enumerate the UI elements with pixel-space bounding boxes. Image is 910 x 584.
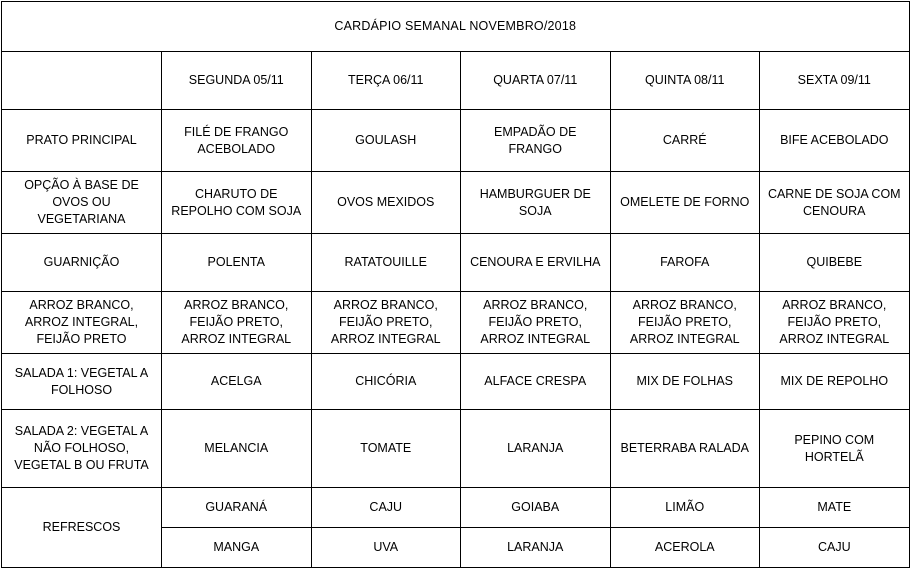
cell-refresco1-wednesday: GOIABA — [461, 488, 611, 528]
cell-refresco1-thursday: LIMÃO — [610, 488, 760, 528]
cell-opcao-wednesday: HAMBURGUER DE SOJA — [461, 172, 611, 234]
row-label-salada-2: SALADA 2: VEGETAL A NÃO FOLHOSO, VEGETAL B OU FRUTA — [2, 410, 162, 488]
cell-guarnicao-monday: POLENTA — [162, 234, 312, 292]
table-row — [2, 292, 910, 354]
cell-prato-monday: FILÉ DE FRANGO ACEBOLADO — [162, 110, 312, 172]
cell-refresco2-wednesday: LARANJA — [461, 528, 611, 568]
cell-opcao-monday: CHARUTO DE REPOLHO COM SOJA — [162, 172, 312, 234]
row-label-refrescos: REFRESCOS — [2, 488, 162, 568]
cell-guarnicao-thursday: FAROFA — [610, 234, 760, 292]
cell-salada2-monday: MELANCIA — [162, 410, 312, 488]
cell-salada1-monday: ACELGA — [162, 354, 312, 410]
cell-salada2-tuesday: TOMATE — [311, 410, 461, 488]
weekly-menu-table — [1, 1, 910, 568]
menu-page — [0, 1, 910, 584]
cell-arroz-wednesday: ARROZ BRANCO, FEIJÃO PRETO, ARROZ INTEGRAL — [461, 292, 611, 354]
cell-guarnicao-tuesday: RATATOUILLE — [311, 234, 461, 292]
day-header-wednesday: QUARTA 07/11 — [461, 52, 611, 110]
day-header-thursday: QUINTA 08/11 — [610, 52, 760, 110]
cell-refresco2-monday: MANGA — [162, 528, 312, 568]
cell-arroz-monday: ARROZ BRANCO, FEIJÃO PRETO, ARROZ INTEGRAL — [162, 292, 312, 354]
cell-salada2-friday: PEPINO COM HORTELÃ — [760, 410, 910, 488]
corner-cell — [2, 52, 162, 110]
cell-salada1-tuesday: CHICÓRIA — [311, 354, 461, 410]
day-header-tuesday: TERÇA 06/11 — [311, 52, 461, 110]
table-row — [2, 410, 910, 488]
cell-salada2-wednesday: LARANJA — [461, 410, 611, 488]
cell-refresco1-friday: MATE — [760, 488, 910, 528]
cell-opcao-tuesday: OVOS MEXIDOS — [311, 172, 461, 234]
day-header-friday: SEXTA 09/11 — [760, 52, 910, 110]
day-header-monday: SEGUNDA 05/11 — [162, 52, 312, 110]
table-row — [2, 354, 910, 410]
table-row — [2, 488, 910, 528]
cell-refresco1-tuesday: CAJU — [311, 488, 461, 528]
cell-guarnicao-friday: QUIBEBE — [760, 234, 910, 292]
cell-arroz-friday: ARROZ BRANCO, FEIJÃO PRETO, ARROZ INTEGRAL — [760, 292, 910, 354]
cell-prato-thursday: CARRÉ — [610, 110, 760, 172]
cell-prato-friday: BIFE ACEBOLADO — [760, 110, 910, 172]
cell-salada2-thursday: BETERRABA RALADA — [610, 410, 760, 488]
cell-opcao-friday: CARNE DE SOJA COM CENOURA — [760, 172, 910, 234]
row-label-arroz-feijao: ARROZ BRANCO, ARROZ INTEGRAL, FEIJÃO PRETO — [2, 292, 162, 354]
table-title-row — [2, 2, 910, 52]
table-row — [2, 234, 910, 292]
cell-arroz-thursday: ARROZ BRANCO, FEIJÃO PRETO, ARROZ INTEGRAL — [610, 292, 760, 354]
cell-prato-wednesday: EMPADÃO DE FRANGO — [461, 110, 611, 172]
table-row — [2, 172, 910, 234]
cell-salada1-friday: MIX DE REPOLHO — [760, 354, 910, 410]
cell-salada1-wednesday: ALFACE CRESPA — [461, 354, 611, 410]
cell-arroz-tuesday: ARROZ BRANCO, FEIJÃO PRETO, ARROZ INTEGRAL — [311, 292, 461, 354]
page-title: CARDÁPIO SEMANAL NOVEMBRO/2018 — [2, 2, 910, 52]
cell-opcao-thursday: OMELETE DE FORNO — [610, 172, 760, 234]
cell-refresco1-monday: GUARANÁ — [162, 488, 312, 528]
row-label-prato-principal: PRATO PRINCIPAL — [2, 110, 162, 172]
cell-prato-tuesday: GOULASH — [311, 110, 461, 172]
row-label-salada-1: SALADA 1: VEGETAL A FOLHOSO — [2, 354, 162, 410]
cell-refresco2-friday: CAJU — [760, 528, 910, 568]
cell-refresco2-thursday: ACEROLA — [610, 528, 760, 568]
cell-guarnicao-wednesday: CENOURA E ERVILHA — [461, 234, 611, 292]
row-label-opcao-ovos-vegetariana: OPÇÃO À BASE DE OVOS OU VEGETARIANA — [2, 172, 162, 234]
table-header-row — [2, 52, 910, 110]
cell-refresco2-tuesday: UVA — [311, 528, 461, 568]
table-row — [2, 110, 910, 172]
cell-salada1-thursday: MIX DE FOLHAS — [610, 354, 760, 410]
row-label-guarnicao: GUARNIÇÃO — [2, 234, 162, 292]
